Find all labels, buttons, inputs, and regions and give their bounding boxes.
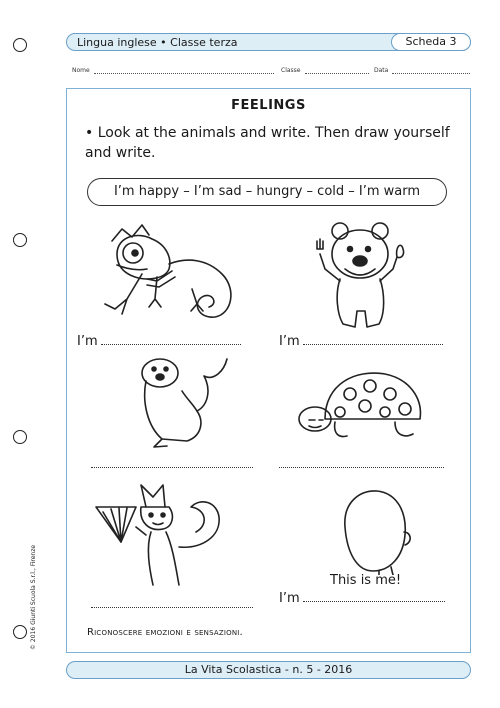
binder-hole-4	[13, 625, 27, 639]
header-bar	[66, 33, 471, 51]
class-label: Classe	[281, 67, 301, 74]
binder-hole-1	[13, 38, 27, 52]
fox-drawing	[91, 477, 241, 592]
worksheet-title: FEELINGS	[231, 98, 306, 113]
bear-drawing	[305, 219, 415, 334]
worksheet-frame	[66, 88, 471, 653]
date-field[interactable]	[392, 73, 470, 74]
answer-line-4[interactable]	[279, 457, 444, 472]
self-portrait-outline	[335, 487, 415, 575]
answer-line-2[interactable]	[279, 334, 443, 349]
copyright-notice: © 2016 Giunti Scuola S.r.l., Firenze	[30, 544, 37, 650]
answer-prefix: I’m	[77, 334, 98, 349]
seal-drawing	[132, 351, 242, 451]
answer-line-5[interactable]	[91, 597, 253, 612]
word-bank: I’m happy – I’m sad – hungry – cold – I’m warm	[87, 178, 447, 206]
answer-line-6[interactable]	[279, 591, 445, 606]
answer-prefix: I’m	[279, 591, 300, 606]
name-field[interactable]	[94, 73, 274, 74]
sheet-label: Scheda 3	[391, 33, 471, 51]
answer-line-1[interactable]	[77, 334, 241, 349]
answer-prefix: I’m	[279, 334, 300, 349]
footer-bar: La Vita Scolastica - n. 5 - 2016	[66, 661, 471, 679]
subject-label: Lingua inglese • Classe terza	[77, 36, 238, 49]
learning-objective: Riconoscere emozioni e sensazioni.	[87, 627, 243, 638]
name-label: Nome	[72, 67, 90, 74]
binder-hole-2	[13, 233, 27, 247]
answer-line-3[interactable]	[91, 457, 253, 472]
chameleon-drawing	[97, 219, 252, 329]
date-label: Data	[374, 67, 389, 74]
tortoise-drawing	[295, 364, 430, 449]
binder-hole-3	[13, 430, 27, 444]
instruction-text: • Look at the animals and write. Then draw yourself and write.	[85, 125, 450, 161]
self-caption: This is me!	[330, 573, 402, 588]
class-field[interactable]	[305, 73, 369, 74]
